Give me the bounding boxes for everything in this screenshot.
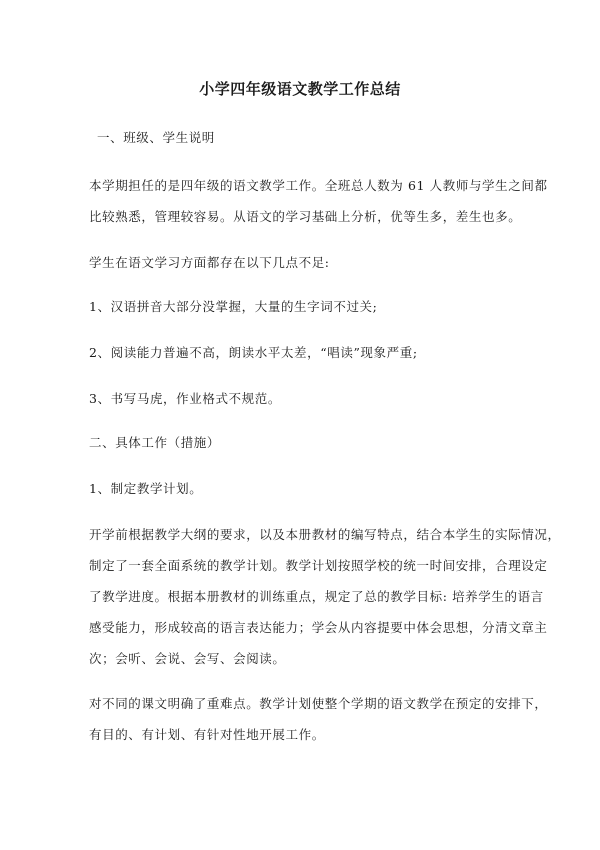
- paragraph-line: 对不同的课文明确了重难点。教学计划使整个学期的语文教学在预定的安排下，: [89, 696, 548, 711]
- paragraph-line: 比较熟悉，管理较容易。从语文的学习基础上分析，优等生多，差生也多。: [89, 209, 522, 224]
- paragraph-line: 开学前根据教学大纲的要求，以及本册教材的编写特点，结合本学生的实际情况，: [89, 527, 561, 542]
- list-item: 2、阅读能力普遍不高，朗读水平太差，“唱读”现象严重;: [89, 345, 418, 360]
- sub-heading: 1、制定教学计划。: [89, 481, 203, 496]
- section-heading-class-students: 一、班级、学生说明: [97, 130, 215, 145]
- section-heading-measures: 二、具体工作（措施）: [89, 435, 221, 450]
- paragraph-line: 有目的、有计划、有针对性地开展工作。: [89, 727, 325, 742]
- paragraph-line: 感受能力，形成较高的语言表达能力；学会从内容提要中体会思想，分清文章主: [89, 620, 548, 635]
- paragraph-line: 学生在语文学习方面都存在以下几点不足:: [89, 255, 330, 270]
- document-title: 小学四年级语文教学工作总结: [199, 80, 401, 98]
- paragraph-line: 了教学进度。根据本册教材的训练重点，规定了总的教学目标: 培养学生的语言: [89, 589, 544, 604]
- list-item: 1、汉语拼音大部分没掌握，大量的生字词不过关;: [89, 299, 378, 314]
- paragraph-line: 制定了一套全面系统的教学计划。教学计划按照学校的统一时间安排，合理设定: [89, 558, 548, 573]
- list-item: 3、书写马虎，作业格式不规范。: [89, 391, 281, 406]
- paragraph-line: 本学期担任的是四年级的语文教学工作。全班总人数为 61 人教师与学生之间都: [89, 178, 548, 193]
- paragraph-line: 次；会听、会说、会写、会阅读。: [89, 651, 286, 666]
